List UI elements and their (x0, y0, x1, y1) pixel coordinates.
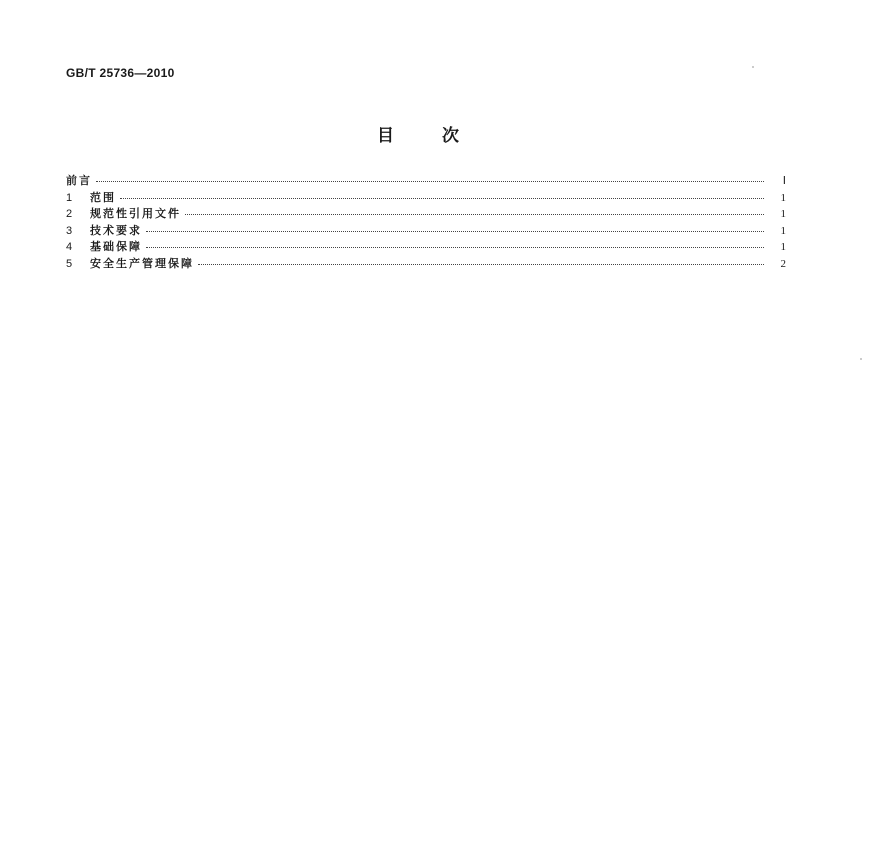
toc-entry-page: 1 (780, 208, 786, 220)
page-title: 目次 (377, 126, 507, 146)
toc-entry-label: 基础保障 (90, 240, 142, 253)
standard-code: GB/T 25736—2010 (66, 66, 175, 80)
toc-entry-number: 4 (66, 241, 73, 253)
toc-entry-label: 安全生产管理保障 (90, 256, 194, 270)
toc-entry-scope[interactable] (66, 189, 786, 206)
table-of-contents (66, 172, 786, 271)
toc-entry-page: 1 (780, 224, 786, 237)
dot-leader (185, 214, 764, 215)
dot-leader (96, 181, 764, 182)
toc-entry-number: 1 (66, 191, 73, 204)
toc-entry-page: 1 (780, 241, 786, 253)
scan-speck (752, 66, 754, 68)
toc-entry-label: 规范性引用文件 (90, 207, 181, 220)
toc-entry-technical-requirements[interactable] (66, 222, 786, 239)
scan-speck (860, 358, 862, 360)
toc-entry-number: 3 (66, 224, 73, 237)
toc-entry-foreword[interactable] (66, 172, 786, 189)
toc-entry-label: 范围 (90, 190, 116, 204)
toc-entry-page: 1 (780, 191, 786, 204)
toc-entry-number: 5 (66, 257, 73, 270)
dot-leader (198, 264, 764, 265)
toc-entry-basic-support[interactable] (66, 238, 786, 255)
toc-entry-page: Ⅰ (782, 175, 786, 187)
toc-entry-page: 2 (780, 257, 786, 270)
dot-leader (146, 247, 764, 248)
toc-entry-number: 2 (66, 208, 73, 220)
dot-leader (146, 231, 764, 232)
toc-entry-normative-references[interactable] (66, 205, 786, 222)
dot-leader (120, 198, 764, 199)
toc-entry-label: 技术要求 (90, 223, 142, 237)
toc-entry-safety-management[interactable] (66, 255, 786, 272)
toc-entry-label: 前言 (66, 174, 92, 187)
